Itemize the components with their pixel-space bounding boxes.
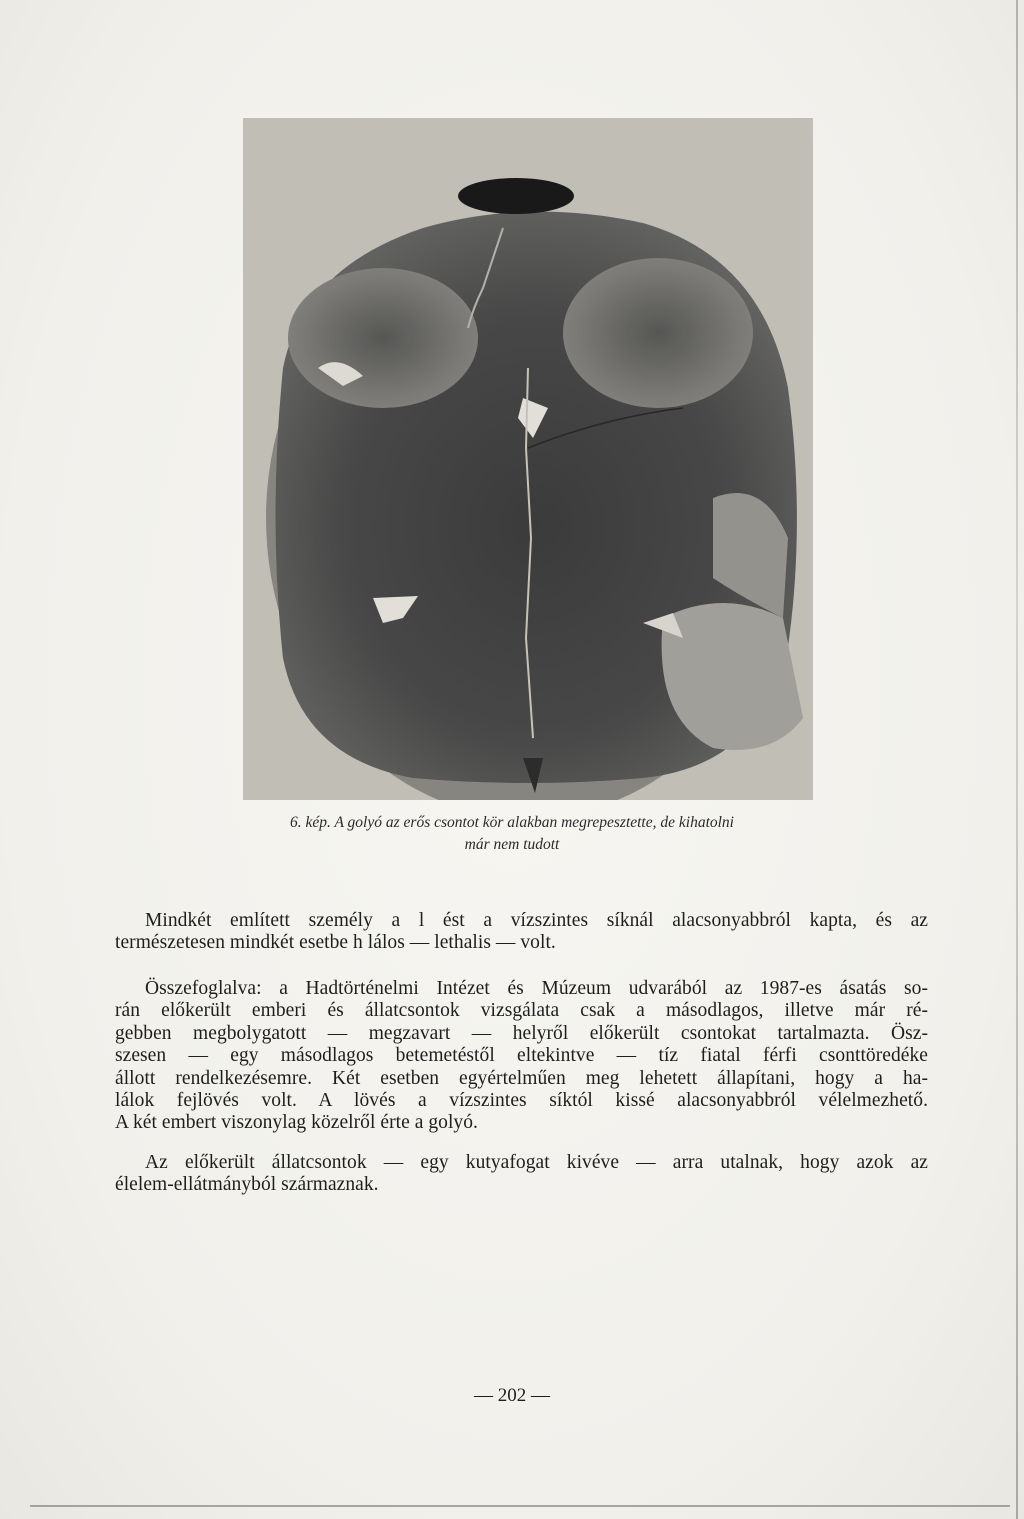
skull-photograph	[243, 118, 813, 800]
scan-edge-bottom	[30, 1505, 1010, 1507]
scan-edge	[1016, 0, 1018, 1519]
paragraph-2	[115, 978, 928, 1135]
caption-line: már nem tudott	[464, 836, 560, 853]
text-line: lálok fejlövés volt. A lövés a vízszintes síktól kissé alacsonyabbról vélelmezhető.	[115, 1090, 928, 1112]
text-line: Az előkerült állatcsontok — egy kutyafogat kivéve — arra utalnak, hogy azok az	[145, 1152, 928, 1173]
paragraph-3	[115, 1152, 928, 1197]
figure-caption	[120, 812, 904, 856]
text-line: A két embert viszonylag közelről érte a golyó.	[115, 1112, 478, 1134]
text-line: rán előkerült emberi és állatcsontok vizsgálata csak a másodlagos, illetve már ré-	[115, 1000, 928, 1022]
text-line: állott rendelkezésemre. Két esetben egyértelműen meg lehetett állapítani, hogy a ha-	[115, 1067, 928, 1089]
paragraph-1	[115, 910, 928, 955]
text-line: Mindkét említett személy a l ést a vízszintes síknál alacsonyabbról kapta, és az	[145, 910, 928, 931]
caption-line: 6. kép. A golyó az erős csontot kör alakban megrepesztette, de kihatolni	[290, 814, 734, 831]
text-line: gebben megbolygatott — megzavart — helyről előkerült csontokat tartalmazta. Ösz-	[115, 1022, 928, 1044]
text-line: szesen — egy másodlagos betemetéstől eltekintve — tíz fiatal férfi csonttöredéke	[115, 1045, 928, 1067]
text-line: Összefoglalva: a Hadtörténelmi Intézet és Múzeum udvarából az 1987-es ásatás so-	[145, 978, 928, 999]
text-line: élelem-ellátmányból származnak.	[115, 1174, 379, 1196]
page-number: — 202 —	[474, 1385, 550, 1406]
text-line: természetesen mindkét esetbe h lálos — lethalis — volt.	[115, 932, 556, 954]
